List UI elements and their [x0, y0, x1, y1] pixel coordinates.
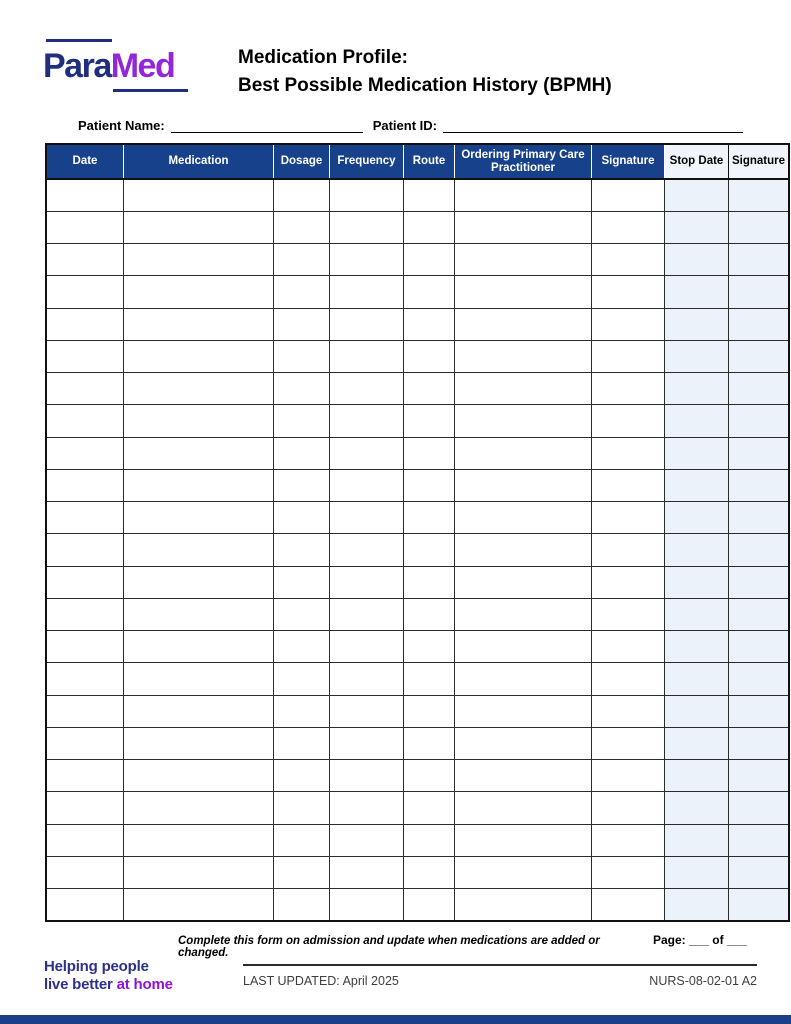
table-cell — [665, 566, 729, 598]
table-cell — [404, 211, 455, 243]
table-cell — [729, 469, 790, 501]
table-cell — [665, 631, 729, 663]
table-cell — [124, 179, 274, 211]
table-cell — [46, 566, 124, 598]
instruction-row — [178, 933, 747, 959]
table-cell — [46, 437, 124, 469]
table-cell — [455, 824, 592, 856]
table-cell — [665, 179, 729, 211]
table-cell — [124, 502, 274, 534]
table-cell — [124, 598, 274, 630]
table-cell — [729, 598, 790, 630]
table-cell — [665, 373, 729, 405]
table-row — [46, 566, 789, 598]
table-cell — [330, 663, 404, 695]
table-cell — [274, 760, 330, 792]
table-cell — [404, 631, 455, 663]
table-cell — [404, 244, 455, 276]
document-code: NURS-08-02-01 A2 — [649, 974, 757, 988]
table-cell — [330, 340, 404, 372]
table-cell — [665, 663, 729, 695]
table-cell — [729, 792, 790, 824]
table-cell — [592, 276, 665, 308]
table-cell — [592, 373, 665, 405]
table-cell — [124, 437, 274, 469]
table-cell — [729, 856, 790, 888]
logo-wordmark — [43, 46, 174, 86]
table-row — [46, 631, 789, 663]
table-cell — [124, 889, 274, 921]
table-row — [46, 760, 789, 792]
table-cell — [330, 276, 404, 308]
table-cell — [729, 534, 790, 566]
table-cell — [330, 631, 404, 663]
table-cell — [46, 244, 124, 276]
table-cell — [592, 631, 665, 663]
table-cell — [729, 405, 790, 437]
table-cell — [274, 373, 330, 405]
table-row — [46, 856, 789, 888]
column-header-frequency: Frequency — [330, 144, 404, 179]
table-cell — [455, 889, 592, 921]
table-cell — [124, 373, 274, 405]
table-row — [46, 308, 789, 340]
table-cell — [274, 889, 330, 921]
table-cell — [404, 405, 455, 437]
table-cell — [665, 276, 729, 308]
table-cell — [729, 437, 790, 469]
table-cell — [592, 695, 665, 727]
table-cell — [729, 211, 790, 243]
table-cell — [455, 373, 592, 405]
tagline-line2 — [44, 976, 173, 994]
paramed-logo — [43, 36, 193, 98]
table-cell — [124, 340, 274, 372]
table-header — [46, 144, 789, 179]
table-cell — [729, 566, 790, 598]
table-cell — [330, 889, 404, 921]
patient-name-blank — [171, 117, 363, 133]
table-cell — [46, 631, 124, 663]
table-cell — [592, 760, 665, 792]
table-cell — [729, 663, 790, 695]
table-cell — [592, 792, 665, 824]
table-cell — [592, 889, 665, 921]
table-cell — [665, 469, 729, 501]
table-cell — [455, 598, 592, 630]
logo-text-para: Para — [43, 47, 111, 85]
table-cell — [592, 244, 665, 276]
table-cell — [404, 727, 455, 759]
table-cell — [455, 502, 592, 534]
table-body — [46, 179, 789, 921]
table-cell — [729, 179, 790, 211]
table-cell — [124, 276, 274, 308]
last-updated-text: LAST UPDATED: April 2025 — [243, 974, 399, 988]
table-cell — [124, 856, 274, 888]
table-cell — [330, 437, 404, 469]
table-cell — [592, 502, 665, 534]
table-cell — [404, 308, 455, 340]
instruction-text: Complete this form on admission and update when medications are added or changed. — [178, 935, 600, 959]
table-row — [46, 889, 789, 921]
table-cell — [592, 211, 665, 243]
table-cell — [124, 308, 274, 340]
table-cell — [665, 211, 729, 243]
table-cell — [455, 244, 592, 276]
table-cell — [455, 211, 592, 243]
table-cell — [729, 244, 790, 276]
table-cell — [330, 244, 404, 276]
table-cell — [46, 695, 124, 727]
table-cell — [665, 760, 729, 792]
table-cell — [592, 824, 665, 856]
table-cell — [592, 566, 665, 598]
table-cell — [455, 534, 592, 566]
column-header-date: Date — [46, 144, 124, 179]
table-cell — [330, 598, 404, 630]
table-row — [46, 792, 789, 824]
table-cell — [330, 502, 404, 534]
table-cell — [124, 534, 274, 566]
table-cell — [729, 502, 790, 534]
page-number-blank: Page: ___ of ___ — [652, 933, 747, 947]
table-cell — [330, 727, 404, 759]
table-cell — [729, 308, 790, 340]
tagline-line1: Helping people — [44, 958, 149, 975]
table-row — [46, 598, 789, 630]
column-header-stop-date: Stop Date — [665, 144, 729, 179]
table-row — [46, 663, 789, 695]
table-cell — [665, 405, 729, 437]
table-cell — [124, 824, 274, 856]
table-cell — [124, 405, 274, 437]
table-cell — [274, 631, 330, 663]
table-cell — [274, 211, 330, 243]
table-cell — [46, 727, 124, 759]
table-cell — [46, 405, 124, 437]
table-cell — [455, 856, 592, 888]
table-cell — [729, 340, 790, 372]
footer-divider — [243, 964, 757, 966]
table-cell — [274, 695, 330, 727]
table-row — [46, 469, 789, 501]
table-cell — [455, 566, 592, 598]
table-cell — [404, 276, 455, 308]
table-cell — [274, 663, 330, 695]
table-cell — [729, 631, 790, 663]
table-row — [46, 502, 789, 534]
table-cell — [729, 276, 790, 308]
table-cell — [592, 437, 665, 469]
table-cell — [330, 760, 404, 792]
table-cell — [46, 340, 124, 372]
table-cell — [46, 856, 124, 888]
table-cell — [665, 340, 729, 372]
table-cell — [330, 308, 404, 340]
table-cell — [46, 792, 124, 824]
table-cell — [124, 760, 274, 792]
tagline-line2-navy: live better — [44, 976, 117, 993]
table-cell — [46, 179, 124, 211]
table-cell — [330, 179, 404, 211]
table-cell — [274, 469, 330, 501]
table-cell — [592, 469, 665, 501]
patient-id-blank — [443, 117, 743, 133]
table-row — [46, 179, 789, 211]
table-cell — [274, 727, 330, 759]
table-cell — [455, 308, 592, 340]
table-cell — [665, 856, 729, 888]
table-cell — [274, 856, 330, 888]
table-cell — [274, 405, 330, 437]
table-cell — [665, 824, 729, 856]
table-cell — [455, 469, 592, 501]
table-cell — [330, 211, 404, 243]
table-cell — [665, 437, 729, 469]
table-row — [46, 727, 789, 759]
column-header-dosage: Dosage — [274, 144, 330, 179]
table-cell — [46, 469, 124, 501]
logo-text-med: Med — [110, 47, 175, 85]
table-cell — [592, 534, 665, 566]
table-cell — [404, 856, 455, 888]
table-cell — [274, 502, 330, 534]
table-cell — [46, 663, 124, 695]
table-cell — [404, 889, 455, 921]
table-cell — [729, 373, 790, 405]
brand-tagline — [44, 958, 173, 994]
table-cell — [124, 566, 274, 598]
logo-top-rule — [46, 39, 112, 42]
table-cell — [274, 437, 330, 469]
table-cell — [455, 179, 592, 211]
table-cell — [665, 889, 729, 921]
column-header-medication: Medication — [124, 144, 274, 179]
table-cell — [124, 631, 274, 663]
table-cell — [274, 824, 330, 856]
table-cell — [404, 373, 455, 405]
column-header-signature: Signature — [592, 144, 665, 179]
table-cell — [404, 598, 455, 630]
page-title-line1: Medication Profile: — [238, 47, 408, 68]
table-cell — [455, 437, 592, 469]
table-cell — [124, 244, 274, 276]
bottom-brand-bar — [0, 1015, 791, 1024]
table-row — [46, 276, 789, 308]
table-cell — [46, 598, 124, 630]
table-cell — [274, 340, 330, 372]
table-cell — [330, 373, 404, 405]
table-cell — [124, 792, 274, 824]
table-cell — [274, 598, 330, 630]
table-cell — [124, 211, 274, 243]
table-cell — [404, 437, 455, 469]
table-cell — [665, 598, 729, 630]
table-cell — [404, 340, 455, 372]
column-header-route: Route — [404, 144, 455, 179]
table-cell — [404, 760, 455, 792]
table-cell — [729, 889, 790, 921]
table-cell — [274, 276, 330, 308]
table-cell — [404, 695, 455, 727]
table-cell — [455, 405, 592, 437]
table-cell — [665, 308, 729, 340]
table-cell — [455, 276, 592, 308]
table-cell — [455, 792, 592, 824]
medication-table — [45, 143, 790, 922]
table-cell — [592, 405, 665, 437]
table-cell — [592, 856, 665, 888]
table-cell — [404, 534, 455, 566]
table-cell — [330, 824, 404, 856]
logo-bottom-rule — [113, 89, 188, 92]
table-row — [46, 405, 789, 437]
table-cell — [330, 856, 404, 888]
table-cell — [592, 663, 665, 695]
table-row — [46, 534, 789, 566]
table-cell — [330, 566, 404, 598]
table-cell — [404, 663, 455, 695]
table-cell — [124, 727, 274, 759]
table-cell — [46, 502, 124, 534]
table-cell — [592, 179, 665, 211]
table-cell — [46, 760, 124, 792]
table-cell — [46, 308, 124, 340]
table-cell — [330, 792, 404, 824]
table-cell — [729, 727, 790, 759]
table-cell — [455, 340, 592, 372]
table-cell — [124, 469, 274, 501]
table-cell — [455, 695, 592, 727]
table-cell — [592, 308, 665, 340]
table-cell — [665, 502, 729, 534]
table-cell — [665, 244, 729, 276]
table-cell — [124, 663, 274, 695]
table-cell — [404, 502, 455, 534]
table-cell — [592, 727, 665, 759]
table-cell — [404, 179, 455, 211]
table-cell — [592, 598, 665, 630]
table-cell — [665, 727, 729, 759]
patient-fields — [78, 117, 743, 133]
table-cell — [274, 244, 330, 276]
table-header-row — [46, 144, 789, 179]
table-cell — [404, 469, 455, 501]
table-cell — [455, 727, 592, 759]
tagline-line2-purple: at home — [116, 976, 173, 993]
table-cell — [665, 695, 729, 727]
table-row — [46, 211, 789, 243]
table-cell — [729, 695, 790, 727]
column-header-signature: Signature — [729, 144, 790, 179]
table-cell — [665, 792, 729, 824]
table-cell — [330, 469, 404, 501]
table-cell — [46, 824, 124, 856]
table-cell — [729, 760, 790, 792]
table-cell — [330, 534, 404, 566]
table-cell — [124, 695, 274, 727]
table-cell — [46, 276, 124, 308]
table-cell — [404, 792, 455, 824]
table-cell — [404, 824, 455, 856]
table-row — [46, 437, 789, 469]
patient-id-label: Patient ID: — [372, 118, 437, 133]
page-title-line2: Best Possible Medication History (BPMH) — [238, 75, 612, 96]
page-title — [238, 44, 612, 100]
table-row — [46, 824, 789, 856]
table-cell — [46, 889, 124, 921]
table-cell — [274, 179, 330, 211]
table-cell — [455, 663, 592, 695]
table-cell — [274, 308, 330, 340]
table-cell — [455, 631, 592, 663]
column-header-ordering-primary-care-practitioner: Ordering Primary Care Practitioner — [455, 144, 592, 179]
table-cell — [274, 566, 330, 598]
table-row — [46, 244, 789, 276]
table-row — [46, 340, 789, 372]
table-cell — [46, 211, 124, 243]
table-cell — [330, 695, 404, 727]
table-cell — [455, 760, 592, 792]
table-cell — [665, 534, 729, 566]
table-cell — [46, 534, 124, 566]
table-cell — [404, 566, 455, 598]
patient-name-label: Patient Name: — [78, 118, 165, 133]
table-cell — [592, 340, 665, 372]
table-row — [46, 373, 789, 405]
table-cell — [729, 824, 790, 856]
table-cell — [274, 792, 330, 824]
table-cell — [330, 405, 404, 437]
table-cell — [46, 373, 124, 405]
table-cell — [274, 534, 330, 566]
table-row — [46, 695, 789, 727]
